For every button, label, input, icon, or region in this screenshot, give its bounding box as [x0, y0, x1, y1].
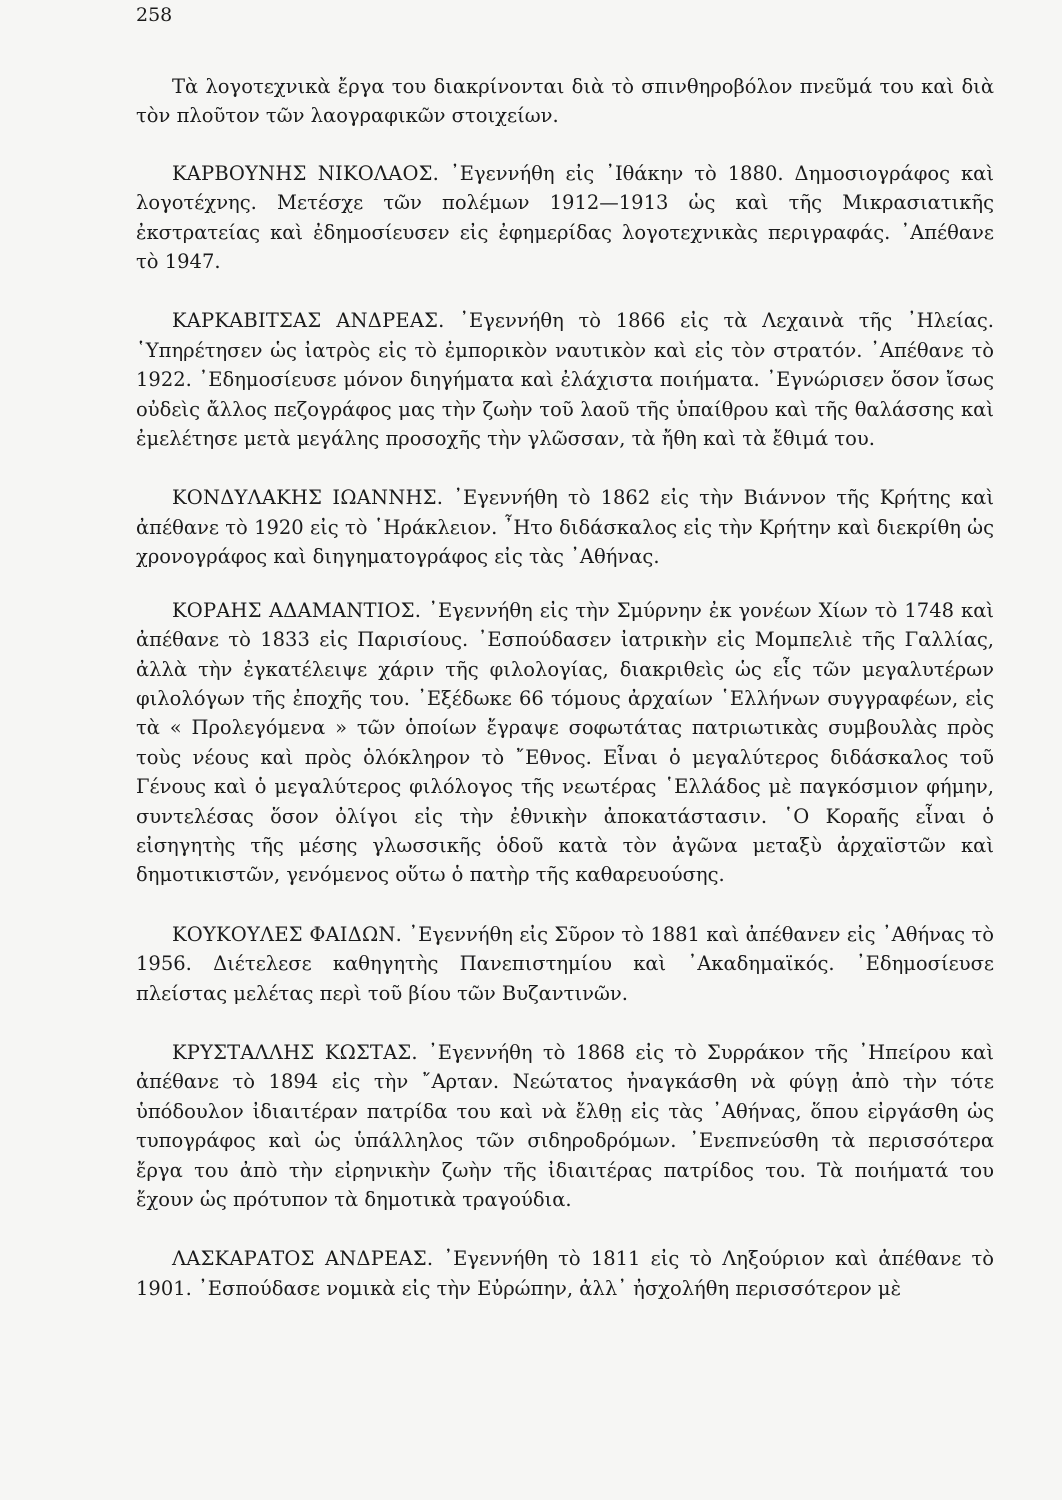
entry-name: ΚΡΥΣΤΑΛΛΗΣ ΚΩΣΤΑΣ.	[172, 1040, 418, 1064]
page-number: 258	[136, 4, 173, 26]
entry-name: ΚΑΡΚΑΒΙΤΣΑΣ ΑΝΔΡΕΑΣ.	[172, 309, 445, 333]
entry-krystallis	[136, 1038, 994, 1214]
intro-paragraph: Τὰ λογοτεχνικὰ ἔργα του διακρίνονται διὰ τὸ σπινθηροβόλον πνεῦμά του καὶ διὰ τὸν πλοῦτον τῶν λαογραφικῶν στοιχείων.	[136, 75, 994, 128]
entry-text: ᾿Εγεννήθη τὸ 1866 εἰς τὰ Λεχαινὰ τῆς ᾿Ηλείας. ῾Υπηρέτησεν ὡς ἰατρὸς εἰς τὸ ἐμπορικὸν ναυτικὸν καὶ εἰς τὸν στρατόν. ᾿Απέθανε τὸ 1922. ᾿Εδημοσίευσε μόνον διηγήματα καὶ ἐλάχιστα ποιήματα. ᾿Εγνώρισεν ὅσον ἴσως οὐδεὶς ἄλλος πεζογράφος μας τὴν ζωὴν τοῦ λαοῦ τῆς ὑπαίθρου καὶ τῆς θαλάσσης καὶ ἐμελέτησε μετὰ μεγάλης προσοχῆς τὴν γλῶσσαν, τὰ ἤθη καὶ τὰ ἔθιμά του.	[136, 309, 995, 451]
entry-text: ᾿Εγεννήθη εἰς ᾿Ιθάκην τὸ 1880. Δημοσιογράφος καὶ λογοτέχνης. Μετέσχε τῶν πολέμων 1912—1913 ὡς καὶ τῆς Μικρασιατικῆς ἐκστρατείας καὶ ἐδημοσίευσεν εἰς ἐφημερίδας λογοτεχνικὰς περιγραφάς. ᾿Απέθανε τὸ 1947.	[136, 161, 994, 274]
entry-text: ᾿Εγεννήθη εἰς Σῦρον τὸ 1881 καὶ ἀπέθανεν εἰς ᾿Αθήνας τὸ 1956. Διέτελεσε καθηγητὴς Πανεπιστημίου καὶ ᾿Ακαδημαϊκός. ᾿Εδημοσίευσε πλείστας μελέτας περὶ τοῦ βίου τῶν Βυζαντινῶν.	[136, 922, 994, 1005]
entry-name: ΚΟΥΚΟΥΛΕΣ ΦΑΙΔΩΝ.	[172, 922, 403, 946]
entry-text: ᾿Εγεννήθη τὸ 1862 εἰς τὴν Βιάννον τῆς Κρήτης καὶ ἀπέθανε τὸ 1920 εἰς τὸ ῾Ηράκλειον. ῏Ητο διδάσκαλος εἰς τὴν Κρήτην καὶ διεκρίθη ὡς χρονογράφος καὶ διηγηματογράφος εἰς τὰς ᾿Αθήνας.	[136, 486, 994, 569]
entry-karkavitsas	[136, 306, 994, 453]
entry-name: ΚΑΡΒΟΥΝΗΣ ΝΙΚΟΛΑΟΣ.	[172, 161, 440, 185]
entry-name: ΚΟΝΔΥΛΑΚΗΣ ΙΩΑΝΝΗΣ.	[172, 486, 444, 510]
entry-text: ᾿Εγεννήθη τὸ 1868 εἰς τὸ Συρράκον τῆς ᾿Ηπείρου καὶ ἀπέθανε τὸ 1894 εἰς τὴν ῎Αρταν. Νεώτατος ἠναγκάσθη νὰ φύγῃ ἀπὸ τὴν τότε ὑπόδουλον ἰδιαιτέραν πατρίδα του καὶ νὰ ἔλθῃ εἰς τὰς ᾿Αθήνας, ὅπου εἰργάσθη ὡς τυπογράφος καὶ ὡς ὑπάλληλος τῶν σιδηροδρόμων. ᾿Ενεπνεύσθη τὰ περισσότερα ἔργα του ἀπὸ τὴν εἰρηνικὴν ζωὴν τῆς ἰδιαιτέρας πατρίδος του. Τὰ ποιήματά του ἔχουν ὡς πρότυπον τὰ δημοτικὰ τραγούδια.	[136, 1040, 994, 1211]
entry-name: ΛΑΣΚΑΡΑΤΟΣ ΑΝΔΡΕΑΣ.	[172, 1247, 434, 1271]
entry-laskaratos	[136, 1244, 994, 1303]
entry-text: ᾿Εγεννήθη εἰς τὴν Σμύρνην ἐκ γονέων Χίων τὸ 1748 καὶ ἀπέθανε τὸ 1833 εἰς Παρισίους. ᾿Εσπούδασεν ἰατρικὴν εἰς Μομπελιὲ τῆς Γαλλίας, ἀλλὰ τὴν ἐγκατέλειψε χάριν τῆς φιλολογίας, διακριθεὶς ὡς εἷς τῶν μεγαλυτέρων φιλολόγων τῆς ἐποχῆς του. ᾿Εξέδωκε 66 τόμους ἀρχαίων ῾Ελλήνων συγγραφέων, εἰς τὰ « Προλεγόμενα » τῶν ὁποίων ἔγραψε σοφωτάτας πατριωτικὰς συμβουλὰς πρὸς τοὺς νέους καὶ πρὸς ὁλόκληρον τὸ ῎Εθνος. Εἶναι ὁ μεγαλύτερος διδάσκαλος τοῦ Γένους καὶ ὁ μεγαλύτερος φιλόλογος τῆς νεωτέρας ῾Ελλάδος μὲ παγκόσμιον φήμην, συντελέσας ὅσον ὀλίγοι εἰς τὴν ἐθνικὴν ἀποκατάστασιν. ῾Ο Κοραῆς εἶναι ὁ εἰσηγητὴς τῆς μέσης γλωσσικῆς ὁδοῦ κατὰ τὸν ἀγῶνα μεταξὺ ἀρχαϊστῶν καὶ δημοτικιστῶν, γενόμενος οὕτω ὁ πατὴρ τῆς καθαρευούσης.	[136, 598, 995, 887]
entry-text: ᾿Εγεννήθη τὸ 1811 εἰς τὸ Ληξούριον καὶ ἀπέθανε τὸ 1901. ᾿Εσπούδασε νομικὰ εἰς τὴν Εὐρώπην, ἀλλ᾿ ἠσχολήθη περισσότερον μὲ	[136, 1247, 995, 1300]
entry-korais	[136, 596, 994, 890]
entry-kondylakis	[136, 483, 994, 571]
entry-koukoules	[136, 920, 994, 1008]
entry-name: ΚΟΡΑΗΣ ΑΔΑΜΑΝΤΙΟΣ.	[172, 598, 422, 622]
entry-karvounis	[136, 159, 994, 277]
page-body	[136, 72, 994, 1333]
